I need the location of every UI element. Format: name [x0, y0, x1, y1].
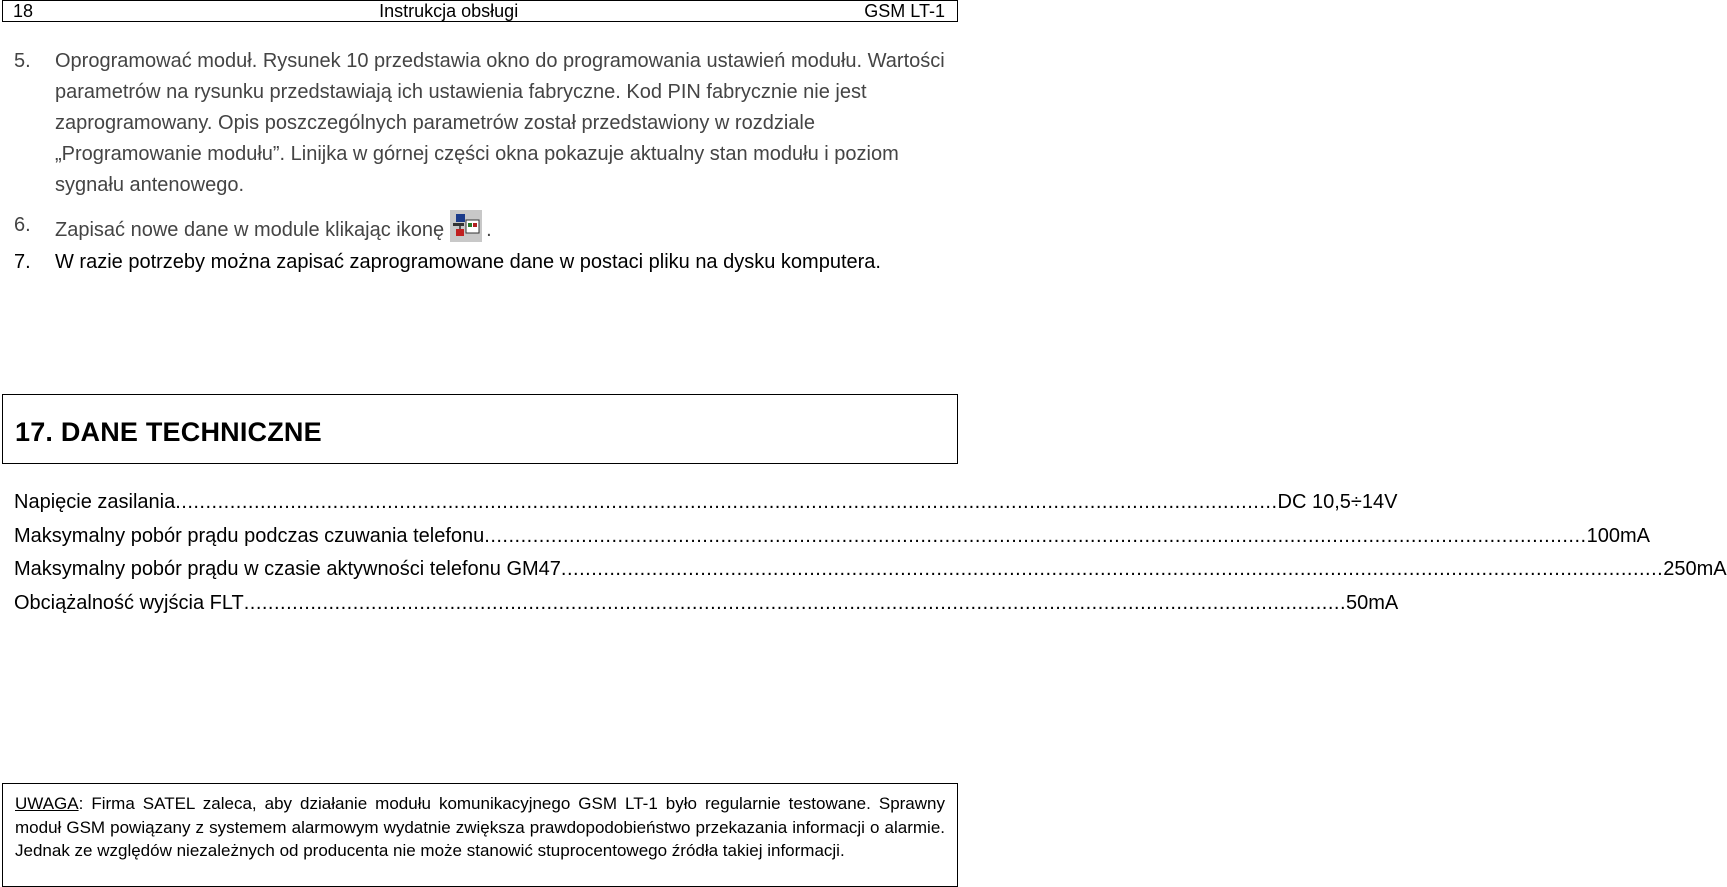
section-title: 17. DANE TECHNICZNE — [15, 417, 322, 447]
spec-value: DC 10,5÷14V — [1277, 491, 1398, 513]
spec-value: 250mA — [1663, 558, 1727, 580]
note-label: UWAGA — [15, 794, 79, 813]
step-text: W razie potrzeby można zapisać zaprogramowane dane w postaci pliku na dysku komputera. — [55, 251, 881, 273]
section-header — [2, 394, 958, 464]
step-number: 7. — [14, 251, 31, 273]
save-to-module-icon — [450, 210, 482, 242]
step-text: Oprogramować moduł. Rysunek 10 przedstawia okno do programowania ustawień modułu. Wartości parametrów na rysunku przedstawiają ich ustawienia fabryczne. Kod PIN fabrycznie nie jest zaprogramowany. Opis poszczególnych parametrów został przedstawiony w rozdziale „Programowanie modułu”. Linijka w górnej części okna pokazuje aktualny stan modułu i poziom sygnału antenowego. — [55, 50, 945, 196]
document-title: Instrukcja obsługi — [379, 0, 519, 21]
spec-label: Maksymalny pobór prądu podczas czuwania telefonu — [14, 525, 485, 547]
step-text-end: . — [486, 219, 492, 241]
step-number: 5. — [14, 50, 31, 72]
step-6 — [14, 210, 949, 246]
spec-value: 100mA — [1586, 525, 1650, 547]
spec-row — [14, 554, 1727, 584]
dot-leader: ...................................................................................................................................................................................... — [175, 491, 1278, 513]
product-name: GSM LT-1 — [864, 0, 945, 21]
dot-leader: ...................................................................................................................................................................................... — [243, 592, 1347, 614]
step-7 — [14, 247, 949, 278]
page-header — [2, 0, 958, 22]
page-number: 18 — [13, 0, 34, 21]
note-text: : Firma SATEL zaleca, aby działanie modułu komunikacyjnego GSM LT-1 było regularnie testowane. Sprawny moduł GSM powiązany z systemem alarmowym wydatnie zwiększa prawdopodobieństwo przekazania informacji o alarmie. Jednak ze względów niezależnych od producenta nie może stanowić stuprocentowego źródła takiej informacji. — [15, 794, 945, 860]
dot-leader: ...................................................................................................................................................................................... — [484, 525, 1587, 547]
warning-note — [2, 783, 958, 887]
spec-row — [14, 521, 1650, 551]
spec-row — [14, 588, 1399, 618]
dot-leader: ...................................................................................................................................................................................... — [560, 558, 1664, 580]
spec-row — [14, 487, 1398, 517]
spec-label: Napięcie zasilania — [14, 491, 176, 513]
step-text: Zapisać nowe dane w module klikając ikonę — [55, 219, 445, 241]
spec-value: 50mA — [1346, 592, 1399, 614]
spec-label: Obciążalność wyjścia FLT — [14, 592, 244, 614]
spec-label: Maksymalny pobór prądu w czasie aktywności telefonu GM47 — [14, 558, 561, 580]
step-5 — [14, 46, 949, 201]
step-number: 6. — [14, 214, 31, 236]
